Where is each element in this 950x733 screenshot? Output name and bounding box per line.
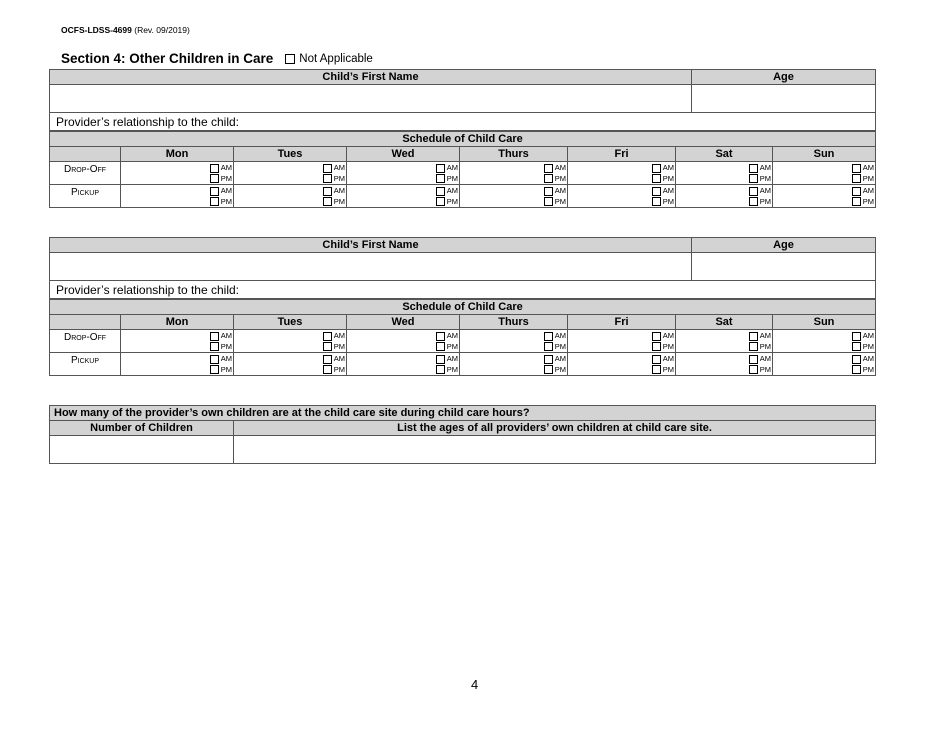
pickup-mon xyxy=(121,353,234,376)
day-header-wed: Wed xyxy=(347,315,460,330)
form-revision: (Rev. 09/2019) xyxy=(134,25,190,35)
pickup-sat xyxy=(676,185,773,208)
day-header-wed: Wed xyxy=(347,147,460,162)
child-block-2 xyxy=(49,237,875,376)
pm-checkbox[interactable] xyxy=(652,342,661,351)
pm-option[interactable]: PM xyxy=(436,197,458,208)
am-checkbox[interactable] xyxy=(852,332,861,341)
pm-option[interactable]: PM xyxy=(749,197,771,208)
am-checkbox[interactable] xyxy=(544,355,553,364)
child-block-1 xyxy=(49,69,875,208)
pm-option[interactable]: PM xyxy=(436,365,458,376)
dropoff-label: Drop-Off xyxy=(50,162,121,185)
schedule-header: Schedule of Child Care xyxy=(50,132,876,147)
dropoff-sat xyxy=(676,330,773,353)
pm-option[interactable]: PM xyxy=(544,342,566,353)
relationship-field[interactable] xyxy=(50,281,876,299)
dropoff-thurs xyxy=(460,330,568,353)
own-children-block xyxy=(49,405,875,464)
pm-checkbox[interactable] xyxy=(210,365,219,374)
age-field[interactable] xyxy=(692,85,876,113)
pm-checkbox[interactable] xyxy=(749,174,758,183)
dropoff-fri xyxy=(568,162,676,185)
form-code: OCFS-LDSS-4699 xyxy=(61,25,132,35)
pm-checkbox[interactable] xyxy=(749,342,758,351)
am-checkbox[interactable] xyxy=(436,355,445,364)
day-header-tues: Tues xyxy=(234,147,347,162)
pm-option[interactable]: PM xyxy=(544,365,566,376)
pm-checkbox[interactable] xyxy=(544,365,553,374)
child-info-table xyxy=(49,69,876,131)
pm-checkbox[interactable] xyxy=(323,342,332,351)
am-checkbox[interactable] xyxy=(852,164,861,173)
am-option[interactable]: AM xyxy=(210,163,232,174)
child-first-name-field[interactable] xyxy=(50,85,692,113)
pm-option[interactable]: PM xyxy=(210,174,232,185)
pm-option[interactable]: PM xyxy=(436,342,458,353)
am-checkbox[interactable] xyxy=(436,164,445,173)
dropoff-wed xyxy=(347,162,460,185)
pm-checkbox[interactable] xyxy=(436,342,445,351)
am-checkbox[interactable] xyxy=(852,355,861,364)
pm-checkbox[interactable] xyxy=(323,174,332,183)
day-header-fri: Fri xyxy=(568,147,676,162)
am-option[interactable]: AM xyxy=(210,186,232,197)
pm-checkbox[interactable] xyxy=(323,365,332,374)
pickup-sun xyxy=(773,185,876,208)
section-header xyxy=(61,51,373,66)
am-option[interactable]: AM xyxy=(749,331,771,342)
dropoff-sat xyxy=(676,162,773,185)
am-checkbox[interactable] xyxy=(544,332,553,341)
am-checkbox[interactable] xyxy=(210,355,219,364)
pm-option[interactable]: PM xyxy=(749,174,771,185)
pm-option[interactable]: PM xyxy=(652,342,674,353)
relationship-label: Provider’s relationship to the child: xyxy=(56,114,239,129)
pm-option[interactable]: PM xyxy=(544,174,566,185)
am-checkbox[interactable] xyxy=(749,164,758,173)
pm-checkbox[interactable] xyxy=(852,174,861,183)
pm-option[interactable]: PM xyxy=(323,197,345,208)
pm-option[interactable]: PM xyxy=(852,174,874,185)
pm-checkbox[interactable] xyxy=(436,174,445,183)
dropoff-label: Drop-Off xyxy=(50,330,121,353)
day-header-sun: Sun xyxy=(773,315,876,330)
am-option[interactable]: AM xyxy=(210,331,232,342)
schedule-table xyxy=(49,299,876,376)
pickup-row xyxy=(50,353,876,376)
dropoff-sun xyxy=(773,162,876,185)
day-header-mon: Mon xyxy=(121,147,234,162)
pickup-sat xyxy=(676,353,773,376)
pm-option[interactable]: PM xyxy=(210,342,232,353)
dropoff-row xyxy=(50,162,876,185)
pm-option[interactable]: PM xyxy=(852,197,874,208)
am-checkbox[interactable] xyxy=(652,355,661,364)
dropoff-thurs xyxy=(460,162,568,185)
pm-option[interactable]: PM xyxy=(436,174,458,185)
pickup-thurs xyxy=(460,353,568,376)
am-option[interactable]: AM xyxy=(652,354,674,365)
pm-option[interactable]: PM xyxy=(210,197,232,208)
child-first-name-field[interactable] xyxy=(50,253,692,281)
pickup-tues xyxy=(234,353,347,376)
am-checkbox[interactable] xyxy=(544,164,553,173)
pickup-label: Pickup xyxy=(50,353,121,376)
am-option[interactable]: AM xyxy=(749,186,771,197)
day-header-sat: Sat xyxy=(676,315,773,330)
dropoff-mon xyxy=(121,330,234,353)
child-first-name-header: Child’s First Name xyxy=(50,70,692,85)
section-title: Section 4: Other Children in Care xyxy=(61,51,274,66)
pm-checkbox[interactable] xyxy=(652,365,661,374)
pm-checkbox[interactable] xyxy=(210,174,219,183)
day-header-fri: Fri xyxy=(568,315,676,330)
age-field[interactable] xyxy=(692,253,876,281)
child-first-name-header: Child’s First Name xyxy=(50,238,692,253)
children-ages-field[interactable] xyxy=(234,436,876,464)
day-header-sun: Sun xyxy=(773,147,876,162)
am-checkbox[interactable] xyxy=(436,187,445,196)
am-option[interactable]: AM xyxy=(652,163,674,174)
pm-checkbox[interactable] xyxy=(436,197,445,206)
pm-checkbox[interactable] xyxy=(852,365,861,374)
am-checkbox[interactable] xyxy=(323,355,332,364)
am-option[interactable]: AM xyxy=(852,354,874,365)
pickup-row xyxy=(50,185,876,208)
am-option[interactable]: AM xyxy=(852,331,874,342)
pm-checkbox[interactable] xyxy=(210,197,219,206)
day-header-tues: Tues xyxy=(234,315,347,330)
am-checkbox[interactable] xyxy=(749,332,758,341)
pm-option[interactable]: PM xyxy=(749,342,771,353)
pm-checkbox[interactable] xyxy=(544,174,553,183)
am-option[interactable]: AM xyxy=(749,163,771,174)
pickup-wed xyxy=(347,185,460,208)
am-option[interactable]: AM xyxy=(652,331,674,342)
am-option[interactable]: AM xyxy=(436,354,458,365)
am-option[interactable]: AM xyxy=(436,331,458,342)
pm-option[interactable]: PM xyxy=(323,174,345,185)
am-checkbox[interactable] xyxy=(544,187,553,196)
am-checkbox[interactable] xyxy=(852,187,861,196)
pm-option[interactable]: PM xyxy=(852,365,874,376)
am-option[interactable]: AM xyxy=(852,186,874,197)
am-option[interactable]: AM xyxy=(436,163,458,174)
not-applicable-label: Not Applicable xyxy=(299,52,373,65)
age-header: Age xyxy=(692,70,876,85)
day-header-sat: Sat xyxy=(676,147,773,162)
pm-option[interactable]: PM xyxy=(323,342,345,353)
number-of-children-field[interactable] xyxy=(50,436,234,464)
dropoff-sun xyxy=(773,330,876,353)
not-applicable-checkbox[interactable] xyxy=(285,54,295,64)
am-option[interactable]: AM xyxy=(544,186,566,197)
am-checkbox[interactable] xyxy=(210,187,219,196)
pm-checkbox[interactable] xyxy=(749,365,758,374)
day-header-thurs: Thurs xyxy=(460,147,568,162)
pm-option[interactable]: PM xyxy=(544,197,566,208)
pickup-fri xyxy=(568,185,676,208)
day-header-thurs: Thurs xyxy=(460,315,568,330)
pickup-wed xyxy=(347,353,460,376)
pickup-mon xyxy=(121,185,234,208)
am-option[interactable]: AM xyxy=(210,354,232,365)
pm-checkbox[interactable] xyxy=(436,365,445,374)
am-checkbox[interactable] xyxy=(436,332,445,341)
am-checkbox[interactable] xyxy=(323,332,332,341)
am-checkbox[interactable] xyxy=(210,332,219,341)
pickup-fri xyxy=(568,353,676,376)
page-number: 4 xyxy=(471,677,479,692)
pm-option[interactable]: PM xyxy=(852,342,874,353)
day-header-mon: Mon xyxy=(121,315,234,330)
dropoff-mon xyxy=(121,162,234,185)
am-checkbox[interactable] xyxy=(323,164,332,173)
age-header: Age xyxy=(692,238,876,253)
not-applicable-option[interactable] xyxy=(285,53,373,65)
am-option[interactable]: AM xyxy=(852,163,874,174)
am-option[interactable]: AM xyxy=(544,163,566,174)
am-option[interactable]: AM xyxy=(323,331,345,342)
pm-checkbox[interactable] xyxy=(652,197,661,206)
am-checkbox[interactable] xyxy=(652,187,661,196)
dropoff-row xyxy=(50,330,876,353)
children-ages-header: List the ages of all providers’ own children at child care site. xyxy=(234,421,876,436)
dropoff-tues xyxy=(234,330,347,353)
dropoff-fri xyxy=(568,330,676,353)
pm-checkbox[interactable] xyxy=(749,197,758,206)
am-option[interactable]: AM xyxy=(323,354,345,365)
am-option[interactable]: AM xyxy=(652,186,674,197)
am-option[interactable]: AM xyxy=(436,186,458,197)
am-option[interactable]: AM xyxy=(749,354,771,365)
pm-option[interactable]: PM xyxy=(323,365,345,376)
pickup-label: Pickup xyxy=(50,185,121,208)
pm-checkbox[interactable] xyxy=(544,342,553,351)
dropoff-wed xyxy=(347,330,460,353)
am-option[interactable]: AM xyxy=(323,186,345,197)
number-of-children-header: Number of Children xyxy=(50,421,234,436)
pm-option[interactable]: PM xyxy=(652,365,674,376)
pm-option[interactable]: PM xyxy=(652,174,674,185)
pm-checkbox[interactable] xyxy=(852,342,861,351)
form-identifier xyxy=(61,25,190,35)
am-checkbox[interactable] xyxy=(652,164,661,173)
am-checkbox[interactable] xyxy=(210,164,219,173)
pm-checkbox[interactable] xyxy=(652,174,661,183)
am-option[interactable]: AM xyxy=(544,331,566,342)
schedule-table xyxy=(49,131,876,208)
pm-checkbox[interactable] xyxy=(323,197,332,206)
am-checkbox[interactable] xyxy=(323,187,332,196)
pickup-sun xyxy=(773,353,876,376)
am-option[interactable]: AM xyxy=(544,354,566,365)
relationship-label: Provider’s relationship to the child: xyxy=(56,282,239,297)
am-checkbox[interactable] xyxy=(749,355,758,364)
pm-checkbox[interactable] xyxy=(210,342,219,351)
dropoff-tues xyxy=(234,162,347,185)
own-children-table xyxy=(49,405,876,464)
own-children-question: How many of the provider’s own children are at the child care site during child care hours? xyxy=(50,406,876,421)
pm-option[interactable]: PM xyxy=(652,197,674,208)
pm-option[interactable]: PM xyxy=(210,365,232,376)
am-checkbox[interactable] xyxy=(652,332,661,341)
pm-checkbox[interactable] xyxy=(852,197,861,206)
relationship-field[interactable] xyxy=(50,113,876,131)
pickup-tues xyxy=(234,185,347,208)
am-checkbox[interactable] xyxy=(749,187,758,196)
schedule-header: Schedule of Child Care xyxy=(50,300,876,315)
pickup-thurs xyxy=(460,185,568,208)
pm-option[interactable]: PM xyxy=(749,365,771,376)
pm-checkbox[interactable] xyxy=(544,197,553,206)
am-option[interactable]: AM xyxy=(323,163,345,174)
child-info-table xyxy=(49,237,876,299)
